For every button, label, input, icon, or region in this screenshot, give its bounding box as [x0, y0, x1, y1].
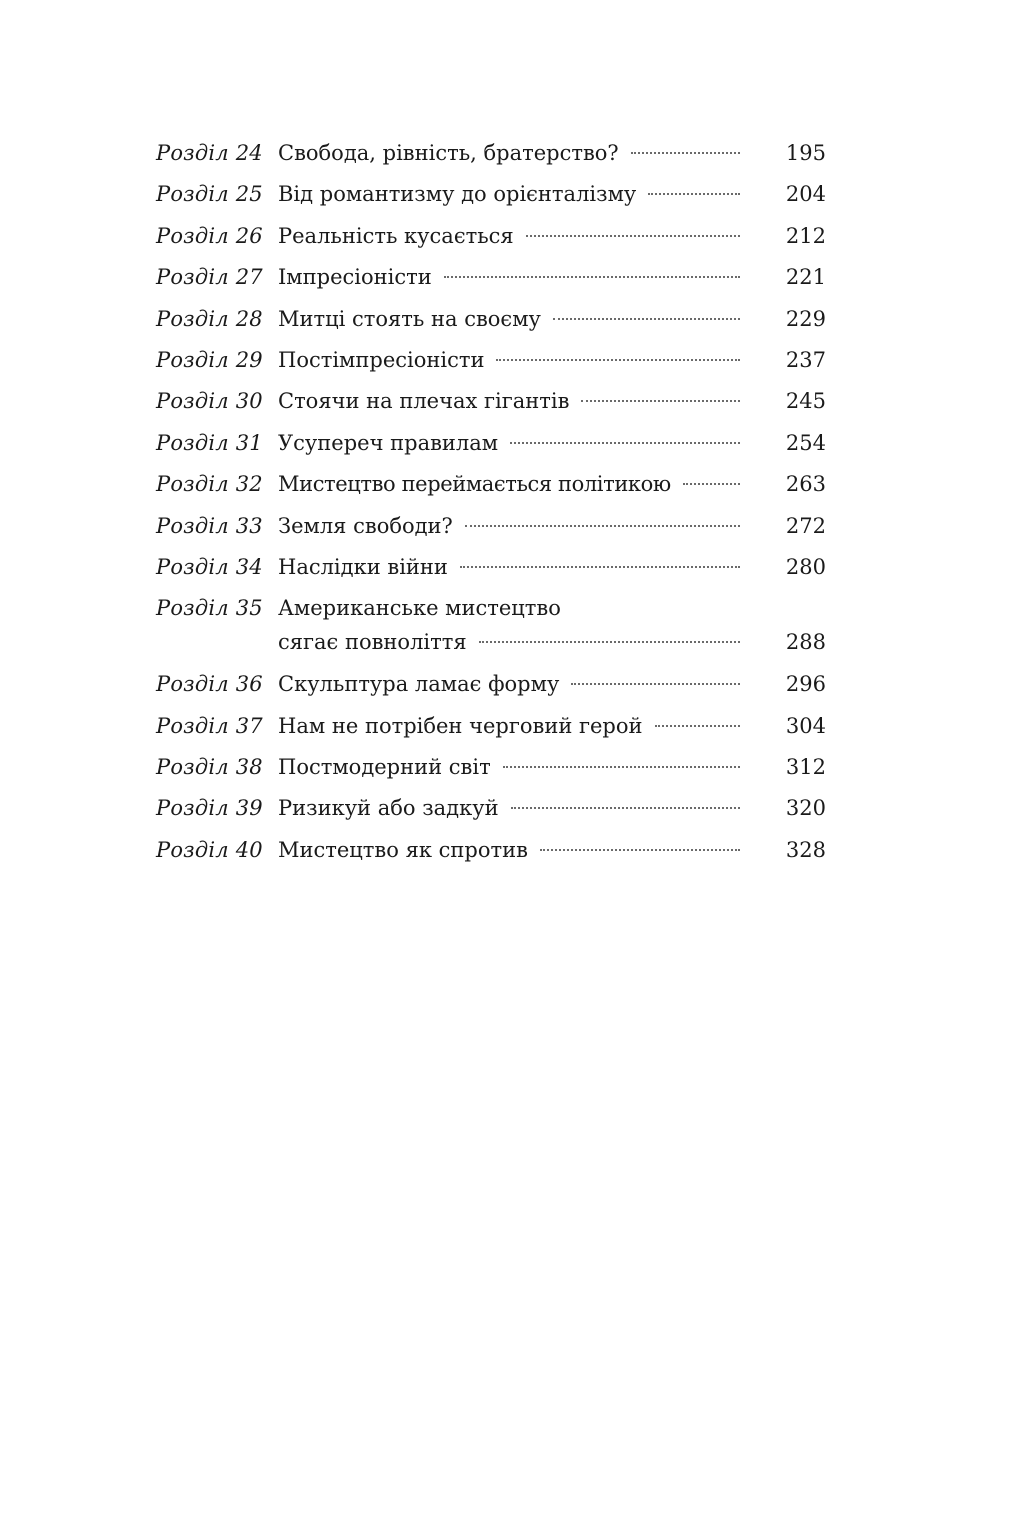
- chapter-label: Розділ 38: [156, 755, 263, 780]
- chapter-title: Реальність кусається: [278, 223, 514, 248]
- page-number: 254: [785, 430, 826, 455]
- toc-entry[interactable]: [156, 426, 826, 467]
- chapter-label: Розділ 28: [156, 306, 263, 331]
- dot-leader: [503, 765, 740, 768]
- title-line: [278, 302, 740, 336]
- page-number: 272: [785, 513, 826, 538]
- title-line: [278, 260, 740, 294]
- dot-leader: [655, 724, 740, 727]
- toc-entry[interactable]: [156, 509, 826, 550]
- title-line: [278, 509, 740, 543]
- chapter-entry: [278, 136, 740, 170]
- title-line: [278, 625, 740, 659]
- chapter-entry: [278, 750, 740, 784]
- title-line: [278, 750, 740, 784]
- title-line: [278, 833, 740, 867]
- page-number: 288: [785, 630, 826, 655]
- chapter-title: Скульптура ламає форму: [278, 672, 560, 697]
- title-line: [278, 709, 740, 743]
- dot-leader: [553, 317, 740, 320]
- chapter-label: Розділ 26: [156, 223, 263, 248]
- chapter-label: Розділ 25: [156, 182, 263, 207]
- chapter-title: Постмодерний світ: [278, 755, 491, 780]
- title-line: [278, 384, 740, 418]
- dot-leader: [496, 358, 740, 361]
- dot-leader: [540, 848, 740, 851]
- page-number: 296: [785, 672, 826, 697]
- chapter-title: сягає повноліття: [278, 630, 467, 655]
- toc-entry[interactable]: [156, 384, 826, 425]
- toc-entry[interactable]: [156, 219, 826, 260]
- chapter-entry: [278, 509, 740, 543]
- chapter-label: Розділ 40: [156, 837, 263, 862]
- dot-leader: [581, 399, 740, 402]
- chapter-title: Імпресіоністи: [278, 265, 432, 290]
- toc-entry[interactable]: [156, 302, 826, 343]
- dot-leader: [571, 682, 740, 685]
- dot-leader: [510, 441, 740, 444]
- chapter-entry: [278, 260, 740, 294]
- title-line: [278, 467, 740, 501]
- dot-leader: [479, 640, 740, 643]
- chapter-entry: [278, 177, 740, 211]
- dot-leader: [460, 565, 740, 568]
- page-number: 195: [785, 141, 826, 165]
- toc-entry[interactable]: [156, 550, 826, 591]
- chapter-label: Розділ 27: [156, 265, 263, 290]
- toc-entry[interactable]: [156, 709, 826, 750]
- chapter-title: Ризикуй або задкуй: [278, 796, 499, 821]
- toc-entry[interactable]: [156, 260, 826, 301]
- chapter-entry: [278, 302, 740, 336]
- page-number: 229: [785, 306, 826, 331]
- page-number: 304: [785, 713, 826, 738]
- dot-leader: [511, 806, 740, 809]
- dot-leader: [631, 151, 740, 154]
- chapter-label: Розділ 35: [156, 596, 263, 621]
- chapter-title: Свобода, рівність, братерство?: [278, 141, 619, 165]
- page-number: 328: [785, 837, 826, 862]
- dot-leader: [683, 482, 740, 485]
- dot-leader: [465, 524, 740, 527]
- chapter-label: Розділ 36: [156, 672, 263, 697]
- chapter-label: Розділ 39: [156, 796, 263, 821]
- chapter-title: Наслідки війни: [278, 554, 448, 579]
- chapter-title-line1: Американське мистецтво: [278, 596, 561, 621]
- chapter-label: Розділ 33: [156, 513, 263, 538]
- chapter-title: Постімпресіоністи: [278, 347, 485, 372]
- dot-leader: [648, 192, 740, 195]
- title-line: [278, 591, 740, 625]
- toc-entry[interactable]: [156, 136, 826, 177]
- page-number: 212: [785, 223, 826, 248]
- chapter-label: Розділ 30: [156, 389, 263, 414]
- chapter-title: Стоячи на плечах гігантів: [278, 389, 570, 414]
- chapter-label: Розділ 31: [156, 430, 263, 455]
- title-line: [278, 219, 740, 253]
- page-number: 263: [785, 472, 826, 497]
- toc-entry[interactable]: [156, 343, 826, 384]
- chapter-entry: [278, 591, 740, 659]
- chapter-label: Розділ 24: [156, 141, 263, 165]
- chapter-entry: [278, 467, 740, 501]
- toc-entry[interactable]: [156, 791, 826, 832]
- chapter-entry: [278, 709, 740, 743]
- page-number: 280: [785, 554, 826, 579]
- chapter-entry: [278, 833, 740, 867]
- chapter-title: Мистецтво як спротив: [278, 837, 528, 862]
- toc-entry[interactable]: [156, 750, 826, 791]
- chapter-title: Митці стоять на своєму: [278, 306, 541, 331]
- chapter-entry: [278, 343, 740, 377]
- page-number: 320: [785, 796, 826, 821]
- title-line: [278, 136, 740, 170]
- dot-leader: [444, 275, 740, 278]
- chapter-label: Розділ 32: [156, 472, 263, 497]
- chapter-title: Нам не потрібен черговий герой: [278, 713, 643, 738]
- chapter-entry: [278, 426, 740, 460]
- title-line: [278, 426, 740, 460]
- title-line: [278, 343, 740, 377]
- chapter-label: Розділ 34: [156, 554, 263, 579]
- chapter-entry: [278, 667, 740, 701]
- title-line: [278, 791, 740, 825]
- chapter-title: Від романтизму до орієнталізму: [278, 182, 637, 207]
- toc-entry[interactable]: [156, 833, 826, 874]
- chapter-entry: [278, 550, 740, 584]
- chapter-entry: [278, 384, 740, 418]
- page-number: 237: [785, 347, 826, 372]
- page-number: 204: [785, 182, 826, 207]
- page-number: 312: [785, 755, 826, 780]
- chapter-entry: [278, 219, 740, 253]
- toc-entry[interactable]: [156, 591, 826, 667]
- toc-entry[interactable]: [156, 667, 826, 708]
- chapter-label: Розділ 37: [156, 713, 263, 738]
- table-of-contents: [156, 136, 826, 874]
- toc-entry[interactable]: [156, 467, 826, 508]
- page-number: 221: [785, 265, 826, 290]
- title-line: [278, 177, 740, 211]
- title-line: [278, 667, 740, 701]
- chapter-title: Мистецтво переймається політикою: [278, 472, 671, 497]
- page-number: 245: [785, 389, 826, 414]
- title-line: [278, 550, 740, 584]
- chapter-title: Земля свободи?: [278, 513, 453, 538]
- chapter-entry: [278, 791, 740, 825]
- dot-leader: [526, 234, 740, 237]
- chapter-label: Розділ 29: [156, 347, 263, 372]
- chapter-title: Усупереч правилам: [278, 430, 499, 455]
- toc-entry[interactable]: [156, 177, 826, 218]
